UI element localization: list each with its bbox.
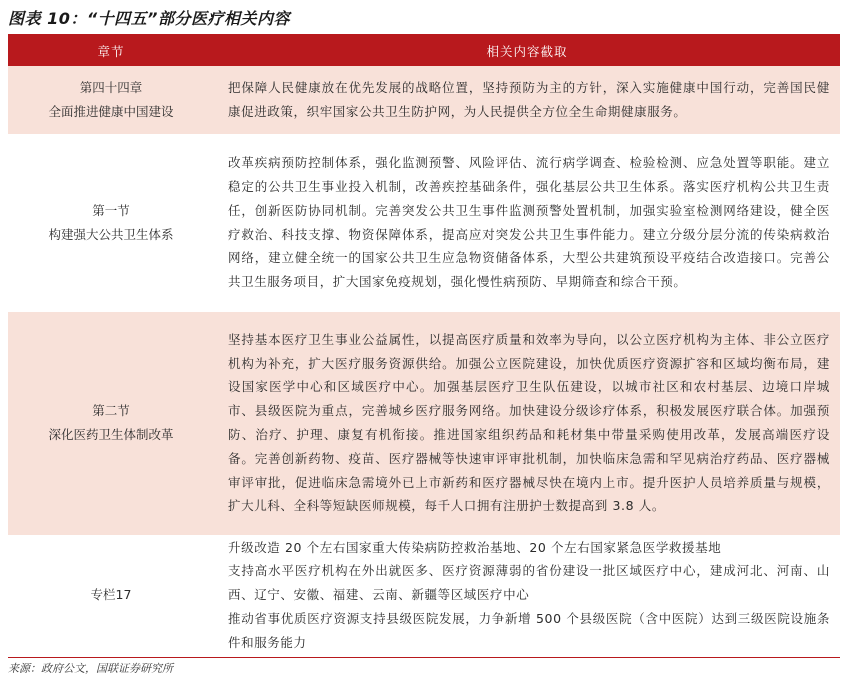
table-header-row	[8, 36, 840, 66]
table-row	[8, 311, 840, 535]
section-number: 第二节	[92, 403, 130, 418]
section-title: 构建强大公共卫生体系	[48, 226, 174, 242]
content-cell	[214, 535, 840, 655]
chapter-cell	[8, 311, 214, 535]
section-title: 深化医药卫生体制改革	[48, 427, 174, 442]
content-item: 推动省事优质医疗资源支持县级医院发展，力争新增 500 个县级医院（含中医院）达到三级医院设施条件和服务能力	[228, 610, 830, 650]
policy-content-table	[8, 36, 840, 656]
chapter-title: 全面推进健康中国建设	[48, 103, 174, 119]
header-chapter: 章节	[8, 36, 214, 66]
table-row	[8, 66, 840, 134]
chapter-cell	[8, 66, 214, 134]
content-cell: 坚持基本医疗卫生事业公益属性，以提高医疗质量和效率为导向，以公立医疗机构为主体、非公立医疗机构为补充，扩大医疗服务资源供给。加强公立医院建设，加快优质医疗资源扩容和区域均衡布局，建设国家医学中心和区域医疗中心。加强基层医疗卫生队伍建设，以城市社区和农村基层、边境口岸城市、县级医院为重点，完善城乡医疗服务网络。加快建设分级诊疗体系，积极发展医疗联合体。加强预防、治疗、护理、康复有机衔接。推进国家组织药品和耗材集中带量采购使用改革，发展高端医疗设备。完善创新药物、疫苗、医疗器械等快速审评审批机制，加快临床急需和罕见病治疗药品、医疗器械审评审批，促进临床急需境外已上市新药和医疗器械尽快在境内上市。提升医护人员培养质量与规模，扩大儿科、全科等短缺医师规模，每千人口拥有注册护士数提高到 3.8 人。	[214, 311, 840, 535]
table-row	[8, 134, 840, 311]
column-box-title: 专栏17	[90, 587, 132, 602]
source-note: 来源：政府公文，国联证券研究所	[8, 662, 173, 675]
table-row	[8, 535, 840, 655]
header-content: 相关内容截取	[214, 36, 840, 66]
content-item: 支持高水平医疗机构在外出就医多、医疗资源薄弱的省份建设一批区域医疗中心，建成河北、河南、山西、辽宁、安徽、福建、云南、新疆等区域医疗中心	[228, 563, 830, 603]
figure-title: 图表 10：“十四五”部分医疗相关内容	[8, 9, 290, 28]
chapter-cell	[8, 134, 214, 311]
bottom-rule	[8, 657, 840, 658]
chapter-number: 第四十四章	[79, 79, 143, 95]
section-number: 第一节	[92, 202, 130, 218]
content-item: 升级改造 20 个左右国家重大传染病防控救治基地、20 个左右国家紧急医学救援基地	[228, 539, 722, 555]
content-cell: 把保障人民健康放在优先发展的战略位置，坚持预防为主的方针，深入实施健康中国行动，完善国民健康促进政策，织牢国家公共卫生防护网，为人民提供全方位全生命期健康服务。	[214, 66, 840, 134]
chapter-cell	[8, 535, 214, 655]
content-cell: 改革疾病预防控制体系，强化监测预警、风险评估、流行病学调查、检验检测、应急处置等职能。建立稳定的公共卫生事业投入机制，改善疾控基础条件，强化基层公共卫生体系。落实医疗机构公共卫生责任，创新医防协同机制。完善突发公共卫生事件监测预警处置机制，加强实验室检测网络建设，健全医疗救治、科技支撑、物资保障体系，提高应对突发公共卫生事件能力。建立分级分层分流的传染病救治网络，建立健全统一的国家公共卫生应急物资储备体系，大型公共建筑预设平疫结合改造接口。完善公共卫生服务项目，扩大国家免疫规划，强化慢性病预防、早期筛查和综合干预。	[214, 134, 840, 311]
